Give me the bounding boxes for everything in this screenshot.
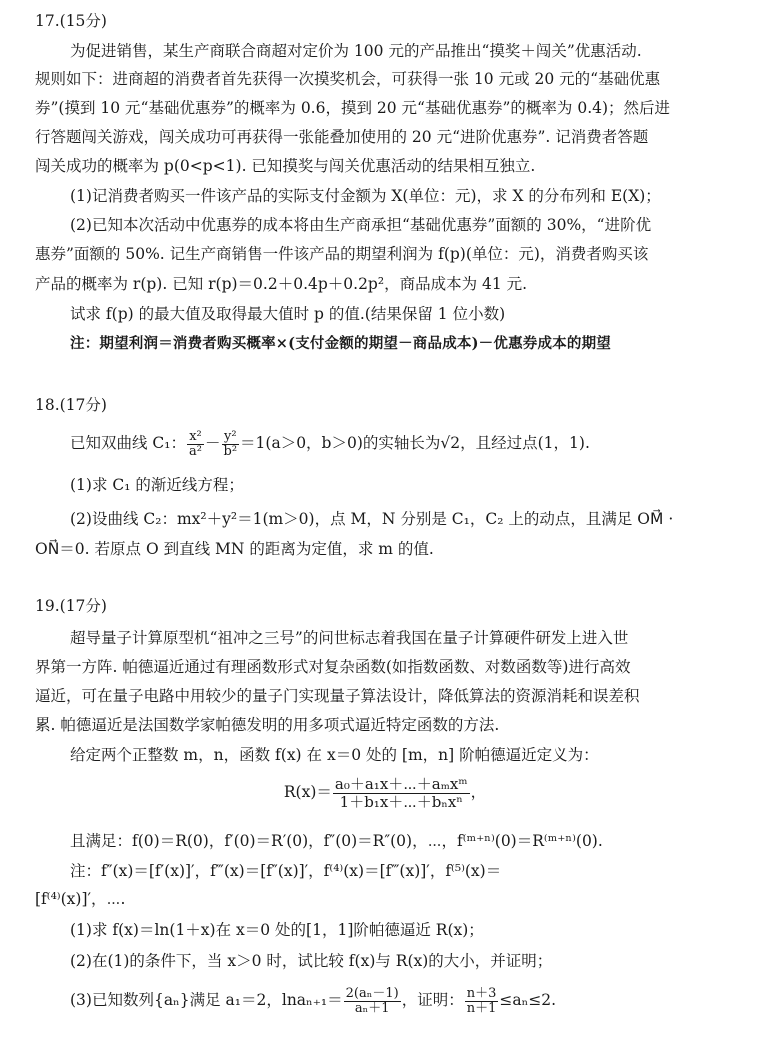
fraction-numerator: 2(aₙ－1)	[345, 985, 399, 1001]
q19-part3-text: ，证明：	[401, 991, 464, 1009]
q17-text-line: 券”(摸到 10 元“基础优惠券”的概率为 0.6，摸到 20 元“基础优惠券”的概率为 0.4)；然后进	[35, 99, 671, 117]
q19-definition: 给定两个正整数 m，n，函数 f(x) 在 x＝0 处的 [m，n] 阶帕德逼近定义为：	[70, 746, 599, 764]
q19-text-line: 超导量子计算原型机“祖冲之三号”的问世标志着我国在量子计算硬件研发上进入世	[70, 629, 629, 647]
fraction	[187, 430, 204, 459]
fraction	[465, 987, 499, 1016]
q19-part3	[70, 980, 556, 1020]
formula-tail: ，	[470, 783, 487, 801]
fraction-denominator: aₙ＋1	[354, 1000, 390, 1016]
fraction	[222, 430, 240, 459]
pade-formula	[0, 772, 770, 812]
fraction-numerator: a₀＋a₁x＋⋯＋aₘxᵐ	[334, 774, 468, 793]
q19-part2: (2)在(1)的条件下，当 x＞0 时，试比较 f(x)与 R(x)的大小，并证明；	[70, 952, 553, 970]
q17-part1: (1)记消费者购买一件该产品的实际支付金额为 X(单位：元)，求 X 的分布列和 E(X)；	[70, 187, 661, 205]
q19-note-line: [f⁽⁴⁾(x)]′，⋯.	[35, 890, 126, 908]
q18-heading: 18.(17分)	[35, 396, 107, 414]
fraction-denominator: 1＋b₁x＋⋯＋bₙxⁿ	[339, 792, 463, 811]
q19-note-line: 注：f″(x)＝[f′(x)]′，f‴(x)＝[f″(x)]′，f⁽⁴⁾(x)＝[f‴(x)]′，f⁽⁵⁾(x)＝	[70, 862, 502, 880]
q19-text-line: 累. 帕德逼近是法国数学家帕德发明的用多项式逼近特定函数的方法.	[35, 716, 500, 734]
formula-lhs: R(x)＝	[283, 783, 332, 801]
fraction-denominator: b²	[223, 443, 238, 459]
fraction-denominator: a²	[189, 443, 202, 459]
q18-intro-text: 已知双曲线 C₁：	[70, 434, 187, 452]
q17-part2-line: (2)已知本次活动中优惠券的成本将由生产商承担“基础优惠券”面额的 30%，“进阶优	[70, 216, 652, 234]
q18-part2-line: ON⃗＝0. 若原点 O 到直线 MN 的距离为定值，求 m 的值.	[35, 540, 434, 558]
fraction-denominator: n＋1	[466, 1000, 497, 1016]
q18-part2-line: (2)设曲线 C₂：mx²＋y²＝1(m＞0)，点 M，N 分别是 C₁，C₂ 上的动点，且满足 OM⃗ ·	[70, 510, 674, 528]
q17-ask: 试求 f(p) 的最大值及取得最大值时 p 的值.(结果保留 1 位小数)	[70, 305, 506, 323]
q17-text-line: 为促进销售，某生产商联合商超对定价为 100 元的产品推出“摸奖＋闯关”优惠活动.	[70, 42, 642, 60]
fraction	[344, 987, 401, 1016]
q17-part2-line: 产品的概率为 r(p). 已知 r(p)＝0.2＋0.4p＋0.2p²，商品成本为 41 元.	[35, 275, 528, 293]
fraction-numerator: n＋3	[466, 985, 497, 1001]
q19-part3-text: ≤aₙ≤2.	[499, 991, 557, 1009]
fraction-numerator: x²	[187, 430, 204, 445]
q17-heading: 17.(15分)	[35, 12, 107, 30]
q17-part2-line: 惠券”面额的 50%. 记生产商销售一件该产品的期望利润为 f(p)(单位：元)，消费者购买该	[35, 245, 649, 263]
q19-text-line: 逼近，可在量子电路中用较少的量子门实现量子算法设计，降低算法的资源消耗和误差积	[35, 687, 640, 705]
q19-part3-text: (3)已知数列{aₙ}满足 a₁＝2，lnaₙ₊₁＝	[70, 991, 343, 1009]
fraction	[333, 776, 470, 811]
q19-heading: 19.(17分)	[35, 597, 107, 615]
q19-part1: (1)求 f(x)＝ln(1＋x)在 x＝0 处的[1，1]阶帕德逼近 R(x)；	[70, 921, 484, 939]
q18-intro	[70, 428, 590, 459]
q17-text-line: 闯关成功的概率为 p(0<p<1). 已知摸奖与闯关优惠活动的结果相互独立.	[35, 157, 536, 175]
q17-text-line: 行答题闯关游戏，闯关成功可再获得一张能叠加使用的 20 元“进阶优惠券”. 记消费者答题	[35, 128, 649, 146]
fraction-numerator: y²	[222, 430, 240, 445]
q18-intro-text: ＝1(a＞0，b＞0)的实轴长为√2，且经过点(1，1).	[240, 434, 590, 452]
q17-text-line: 规则如下：进商超的消费者首先获得一次摸奖机会，可获得一张 10 元或 20 元的“基础优惠	[35, 70, 661, 88]
minus-sign: －	[204, 434, 221, 452]
q18-part1: (1)求 C₁ 的渐近线方程；	[70, 476, 244, 494]
q17-note: 注：期望利润＝消费者购买概率×(支付金额的期望－商品成本)－优惠券成本的期望	[70, 335, 611, 352]
q19-text-line: 界第一方阵. 帕德逼近通过有理函数形式对复杂函数(如指数函数、对数函数等)进行高效	[35, 658, 631, 676]
q19-conditions: 且满足：f(0)＝R(0)，f′(0)＝R′(0)，f″(0)＝R″(0)，⋯，f⁽ᵐ⁺ⁿ⁾(0)＝R⁽ᵐ⁺ⁿ⁾(0).	[70, 832, 603, 850]
